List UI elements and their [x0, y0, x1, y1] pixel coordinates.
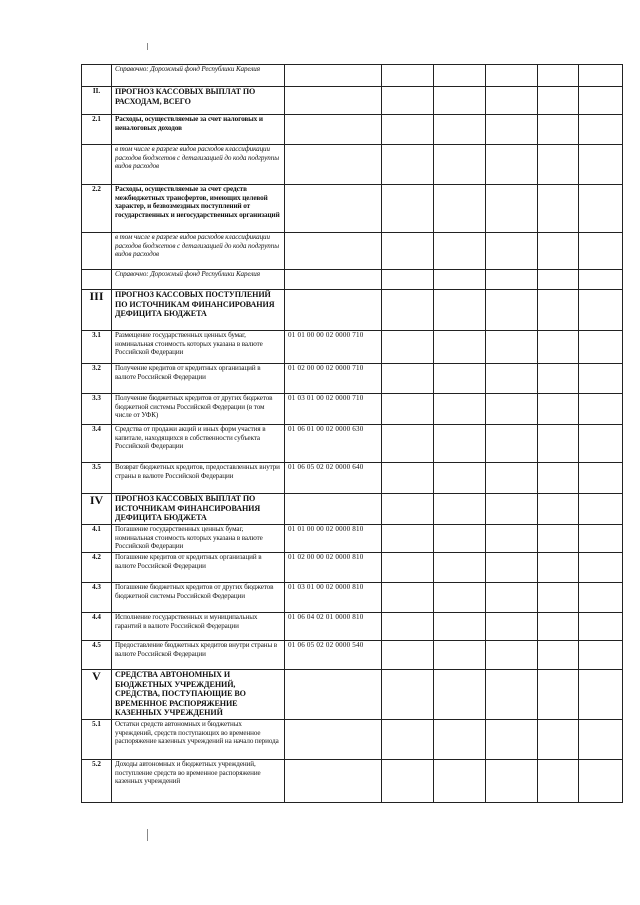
row-number	[82, 233, 112, 270]
value-cell	[538, 87, 579, 115]
value-cell	[579, 463, 623, 494]
value-cell	[579, 553, 623, 583]
value-cell	[486, 613, 538, 641]
row-name: Расходы, осуществляемые за счет налоговых и неналоговых доходов	[112, 115, 285, 145]
value-cell	[486, 65, 538, 87]
value-cell	[579, 145, 623, 185]
row-code: 01 02 00 00 02 0000 710	[285, 364, 382, 394]
value-cell	[486, 553, 538, 583]
value-cell	[486, 115, 538, 145]
value-cell	[579, 185, 623, 233]
value-cell	[382, 115, 434, 145]
value-cell	[434, 394, 486, 425]
row-code	[285, 65, 382, 87]
value-cell	[486, 525, 538, 553]
value-cell	[579, 270, 623, 290]
value-cell	[486, 394, 538, 425]
value-cell	[434, 760, 486, 803]
row-code	[285, 760, 382, 803]
row-number: V	[82, 670, 112, 720]
value-cell	[579, 670, 623, 720]
row-code	[285, 270, 382, 290]
value-cell	[382, 290, 434, 331]
value-cell	[434, 185, 486, 233]
value-cell	[382, 425, 434, 463]
value-cell	[538, 233, 579, 270]
row-name: Погашение бюджетных кредитов от других бюджетов бюджетной системы Российской Федерации	[112, 583, 285, 613]
table-row	[82, 583, 623, 613]
row-code	[285, 670, 382, 720]
value-cell	[382, 613, 434, 641]
value-cell	[486, 494, 538, 525]
value-cell	[382, 185, 434, 233]
row-code: 01 06 01 00 02 0000 630	[285, 425, 382, 463]
row-number: 3.1	[82, 331, 112, 364]
value-cell	[538, 760, 579, 803]
value-cell	[538, 364, 579, 394]
row-name: ПРОГНОЗ КАССОВЫХ ПОСТУПЛЕНИЙ ПО ИСТОЧНИКАМ ФИНАНСИРОВАНИЯ ДЕФИЦИТА БЮДЖЕТА	[112, 290, 285, 331]
table-row	[82, 670, 623, 720]
value-cell	[486, 720, 538, 760]
row-number: 3.2	[82, 364, 112, 394]
value-cell	[382, 87, 434, 115]
table-row	[82, 185, 623, 233]
value-cell	[382, 145, 434, 185]
value-cell	[579, 583, 623, 613]
table-row	[82, 394, 623, 425]
value-cell	[579, 364, 623, 394]
value-cell	[382, 670, 434, 720]
value-cell	[434, 87, 486, 115]
table-row	[82, 613, 623, 641]
value-cell	[579, 233, 623, 270]
value-cell	[538, 494, 579, 525]
row-code	[285, 115, 382, 145]
row-number: II.	[82, 87, 112, 115]
value-cell	[434, 525, 486, 553]
row-number: 3.5	[82, 463, 112, 494]
value-cell	[382, 525, 434, 553]
value-cell	[538, 145, 579, 185]
row-name: в том числе в разрезе видов расходов классификации расходов бюджетов с детализацией до кода подгруппы видов расходов	[112, 233, 285, 270]
value-cell	[538, 425, 579, 463]
table-row	[82, 270, 623, 290]
value-cell	[382, 583, 434, 613]
value-cell	[579, 641, 623, 670]
row-name: ПРОГНОЗ КАССОВЫХ ВЫПЛАТ ПО ИСТОЧНИКАМ ФИНАНСИРОВАНИЯ ДЕФИЦИТА БЮДЖЕТА	[112, 494, 285, 525]
table-row	[82, 145, 623, 185]
row-name: Расходы, осуществляемые за счет средств межбюджетных трансфертов, имеющих целевой характер, и безвозмездных поступлений от государственных и негосударственных организаций	[112, 185, 285, 233]
row-name: Погашение государственных ценных бумаг, номинальная стоимость которых указана в валюте Российской Федерации	[112, 525, 285, 553]
value-cell	[538, 670, 579, 720]
value-cell	[579, 290, 623, 331]
value-cell	[382, 65, 434, 87]
value-cell	[382, 553, 434, 583]
value-cell	[382, 494, 434, 525]
value-cell	[579, 331, 623, 364]
value-cell	[579, 494, 623, 525]
row-name: СРЕДСТВА АВТОНОМНЫХ И БЮДЖЕТНЫХ УЧРЕЖДЕНИЙ, СРЕДСТВА, ПОСТУПАЮЩИЕ ВО ВРЕМЕННОЕ РАСПОРЯЖЕНИЕ КАЗЕННЫХ УЧРЕЖДЕНИЙ	[112, 670, 285, 720]
value-cell	[382, 760, 434, 803]
row-number	[82, 270, 112, 290]
value-cell	[538, 641, 579, 670]
value-cell	[434, 270, 486, 290]
value-cell	[579, 115, 623, 145]
value-cell	[382, 331, 434, 364]
value-cell	[486, 233, 538, 270]
row-number: 4.3	[82, 583, 112, 613]
value-cell	[486, 670, 538, 720]
row-name: Получение бюджетных кредитов от других бюджетов бюджетной системы Российской Федерации (в том числе от УФК)	[112, 394, 285, 425]
table-row	[82, 760, 623, 803]
value-cell	[579, 425, 623, 463]
row-number: 4.4	[82, 613, 112, 641]
row-code: 01 03 01 00 02 0000 710	[285, 394, 382, 425]
value-cell	[382, 233, 434, 270]
value-cell	[486, 760, 538, 803]
row-name: Справочно: Дорожный фонд Республики Карелия	[112, 270, 285, 290]
row-code: 01 02 00 00 02 0000 810	[285, 553, 382, 583]
table-row	[82, 525, 623, 553]
value-cell	[486, 641, 538, 670]
row-name: Доходы автономных и бюджетных учреждений, поступление средств во временное распоряжение казенных учреждений	[112, 760, 285, 803]
table-row	[82, 233, 623, 270]
value-cell	[382, 270, 434, 290]
row-number	[82, 145, 112, 185]
row-code	[285, 233, 382, 270]
row-number: 4.1	[82, 525, 112, 553]
table-row	[82, 65, 623, 87]
row-name: Исполнение государственных и муниципальных гарантий в валюте Российской Федерации	[112, 613, 285, 641]
value-cell	[538, 115, 579, 145]
value-cell	[538, 394, 579, 425]
value-cell	[538, 65, 579, 87]
value-cell	[486, 331, 538, 364]
row-name: Размещение государственных ценных бумаг, номинальная стоимость которых указана в валюте Российской Федерации	[112, 331, 285, 364]
row-number: 3.4	[82, 425, 112, 463]
value-cell	[486, 290, 538, 331]
table-row	[82, 425, 623, 463]
row-code: 01 03 01 00 02 0000 810	[285, 583, 382, 613]
value-cell	[434, 425, 486, 463]
value-cell	[579, 65, 623, 87]
value-cell	[486, 463, 538, 494]
value-cell	[538, 720, 579, 760]
value-cell	[434, 494, 486, 525]
table-body	[82, 65, 623, 803]
table-row	[82, 494, 623, 525]
value-cell	[434, 463, 486, 494]
table-row	[82, 364, 623, 394]
value-cell	[579, 613, 623, 641]
value-cell	[538, 613, 579, 641]
value-cell	[486, 145, 538, 185]
row-code: 01 06 04 02 01 0000 810	[285, 613, 382, 641]
row-number: III	[82, 290, 112, 331]
row-name: Справочно: Дорожный фонд Республики Карелия	[112, 65, 285, 87]
value-cell	[579, 525, 623, 553]
value-cell	[434, 115, 486, 145]
value-cell	[538, 553, 579, 583]
row-name: в том числе в разрезе видов расходов классификации расходов бюджетов с детализацией до кода подгруппы видов расходов	[112, 145, 285, 185]
value-cell	[579, 394, 623, 425]
value-cell	[434, 364, 486, 394]
value-cell	[434, 553, 486, 583]
value-cell	[434, 331, 486, 364]
row-name: Средства от продажи акций и иных форм участия в капитале, находящихся в собственности субъекта Российской Федерации	[112, 425, 285, 463]
value-cell	[579, 87, 623, 115]
row-name: ПРОГНОЗ КАССОВЫХ ВЫПЛАТ ПО РАСХОДАМ, ВСЕГО	[112, 87, 285, 115]
value-cell	[538, 463, 579, 494]
row-code	[285, 185, 382, 233]
value-cell	[579, 720, 623, 760]
table-row	[82, 331, 623, 364]
row-number: 5.2	[82, 760, 112, 803]
value-cell	[486, 425, 538, 463]
value-cell	[434, 641, 486, 670]
scan-mark-bottom	[147, 829, 148, 841]
value-cell	[538, 270, 579, 290]
table-row	[82, 553, 623, 583]
value-cell	[538, 525, 579, 553]
row-name: Возврат бюджетных кредитов, предоставленных внутри страны в валюте Российской Федерации	[112, 463, 285, 494]
row-number: 4.2	[82, 553, 112, 583]
value-cell	[486, 185, 538, 233]
value-cell	[382, 463, 434, 494]
row-number: 4.5	[82, 641, 112, 670]
value-cell	[382, 364, 434, 394]
row-number: 2.2	[82, 185, 112, 233]
row-code	[285, 720, 382, 760]
row-name: Погашение кредитов от кредитных организаций в валюте Российской Федерации	[112, 553, 285, 583]
row-code: 01 01 00 00 02 0000 810	[285, 525, 382, 553]
value-cell	[434, 65, 486, 87]
row-number: 2.1	[82, 115, 112, 145]
value-cell	[382, 720, 434, 760]
row-code	[285, 145, 382, 185]
row-number: IV	[82, 494, 112, 525]
row-number: 5.1	[82, 720, 112, 760]
value-cell	[434, 583, 486, 613]
row-code	[285, 494, 382, 525]
value-cell	[434, 145, 486, 185]
value-cell	[538, 185, 579, 233]
scan-mark-top	[147, 43, 148, 50]
row-number: 3.3	[82, 394, 112, 425]
value-cell	[434, 290, 486, 331]
cash-forecast-table	[81, 64, 623, 803]
value-cell	[434, 670, 486, 720]
value-cell	[486, 364, 538, 394]
value-cell	[486, 270, 538, 290]
value-cell	[434, 720, 486, 760]
table-row	[82, 87, 623, 115]
value-cell	[538, 331, 579, 364]
value-cell	[579, 760, 623, 803]
value-cell	[538, 583, 579, 613]
row-number	[82, 65, 112, 87]
value-cell	[538, 290, 579, 331]
table-row	[82, 463, 623, 494]
row-name: Предоставление бюджетных кредитов внутри страны в валюте Российской Федерации	[112, 641, 285, 670]
table-row	[82, 720, 623, 760]
value-cell	[382, 641, 434, 670]
row-name: Получение кредитов от кредитных организаций в валюте Российской Федерации	[112, 364, 285, 394]
row-code: 01 06 05 02 02 0000 640	[285, 463, 382, 494]
table-row	[82, 290, 623, 331]
table-row	[82, 641, 623, 670]
value-cell	[486, 87, 538, 115]
table-row	[82, 115, 623, 145]
row-code	[285, 290, 382, 331]
row-code: 01 06 05 02 02 0000 540	[285, 641, 382, 670]
value-cell	[486, 583, 538, 613]
value-cell	[434, 613, 486, 641]
value-cell	[434, 233, 486, 270]
row-code: 01 01 00 00 02 0000 710	[285, 331, 382, 364]
row-code	[285, 87, 382, 115]
value-cell	[382, 394, 434, 425]
row-name: Остатки средств автономных и бюджетных учреждений, средств поступающих во временное распоряжение казенных учреждений на начало периода	[112, 720, 285, 760]
